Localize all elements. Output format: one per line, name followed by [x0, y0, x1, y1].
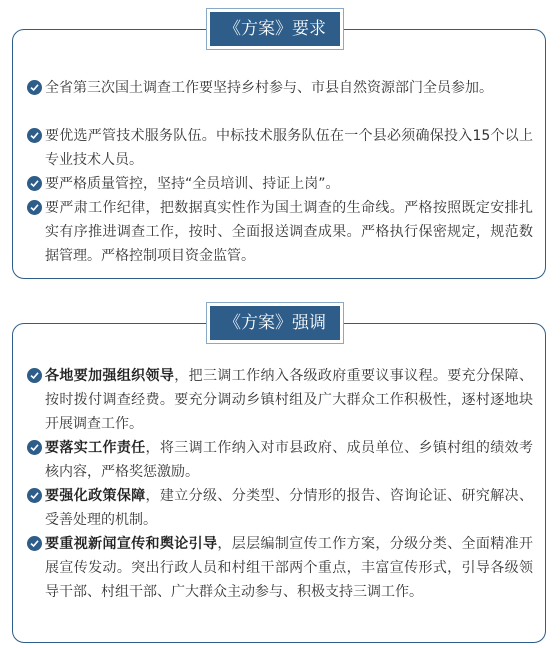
emphasis-box: [12, 323, 546, 643]
list-item: 要重视新闻宣传和舆论引导，层层编制宣传工作方案，分级分类、全面精准开展宣传发动。突出行政人员和村组干部两个重点，丰富宣传形式，引导各级领导干部、村组干部、广大群众主动参与、积极支持三调工作。: [27, 532, 533, 604]
check-circle-icon: [27, 488, 42, 503]
list-item: 要强化政策保障，建立分级、分类型、分情形的报告、咨询论证、研究解决、受善处理的机制。: [27, 484, 533, 532]
check-circle-icon: [27, 176, 42, 191]
list-item: 各地要加强组织领导，把三调工作纳入各级政府重要议事议程。要充分保障、按时拨付调查经费。要充分调动乡镇村组及广大群众工作积极性，逐村逐地块开展调查工作。: [27, 364, 533, 436]
list-item: 要严肃工作纪律，把数据真实性作为国土调查的生命线。严格按照既定安排扎实有序推进调查工作，按时、全面报送调查成果。严格执行保密规定，规范数据管理。严格控制项目资金监管。: [27, 196, 533, 268]
section-title-requirements: 《方案》要求: [210, 12, 340, 46]
check-circle-icon: [27, 200, 42, 215]
check-circle-icon: [27, 368, 42, 383]
list-item: 全省第三次国土调查工作要坚持乡村参与、市县自然资源部门全员参加。: [27, 76, 533, 100]
check-circle-icon: [27, 536, 42, 551]
requirements-box: [12, 29, 546, 279]
list-item: 要落实工作责任，将三调工作纳入对市县政府、成员单位、乡镇村组的绩效考核内容，严格奖惩激励。: [27, 436, 533, 484]
list-item: 要严格质量管控，坚持“全员培训、持证上岗”。: [27, 172, 533, 196]
check-circle-icon: [27, 80, 42, 95]
list-item: 要优选严管技术服务队伍。中标技术服务队伍在一个县必须确保投入15个以上专业技术人员。: [27, 124, 533, 172]
check-circle-icon: [27, 440, 42, 455]
section-title-emphasis: 《方案》强调: [210, 306, 340, 340]
check-circle-icon: [27, 128, 42, 143]
